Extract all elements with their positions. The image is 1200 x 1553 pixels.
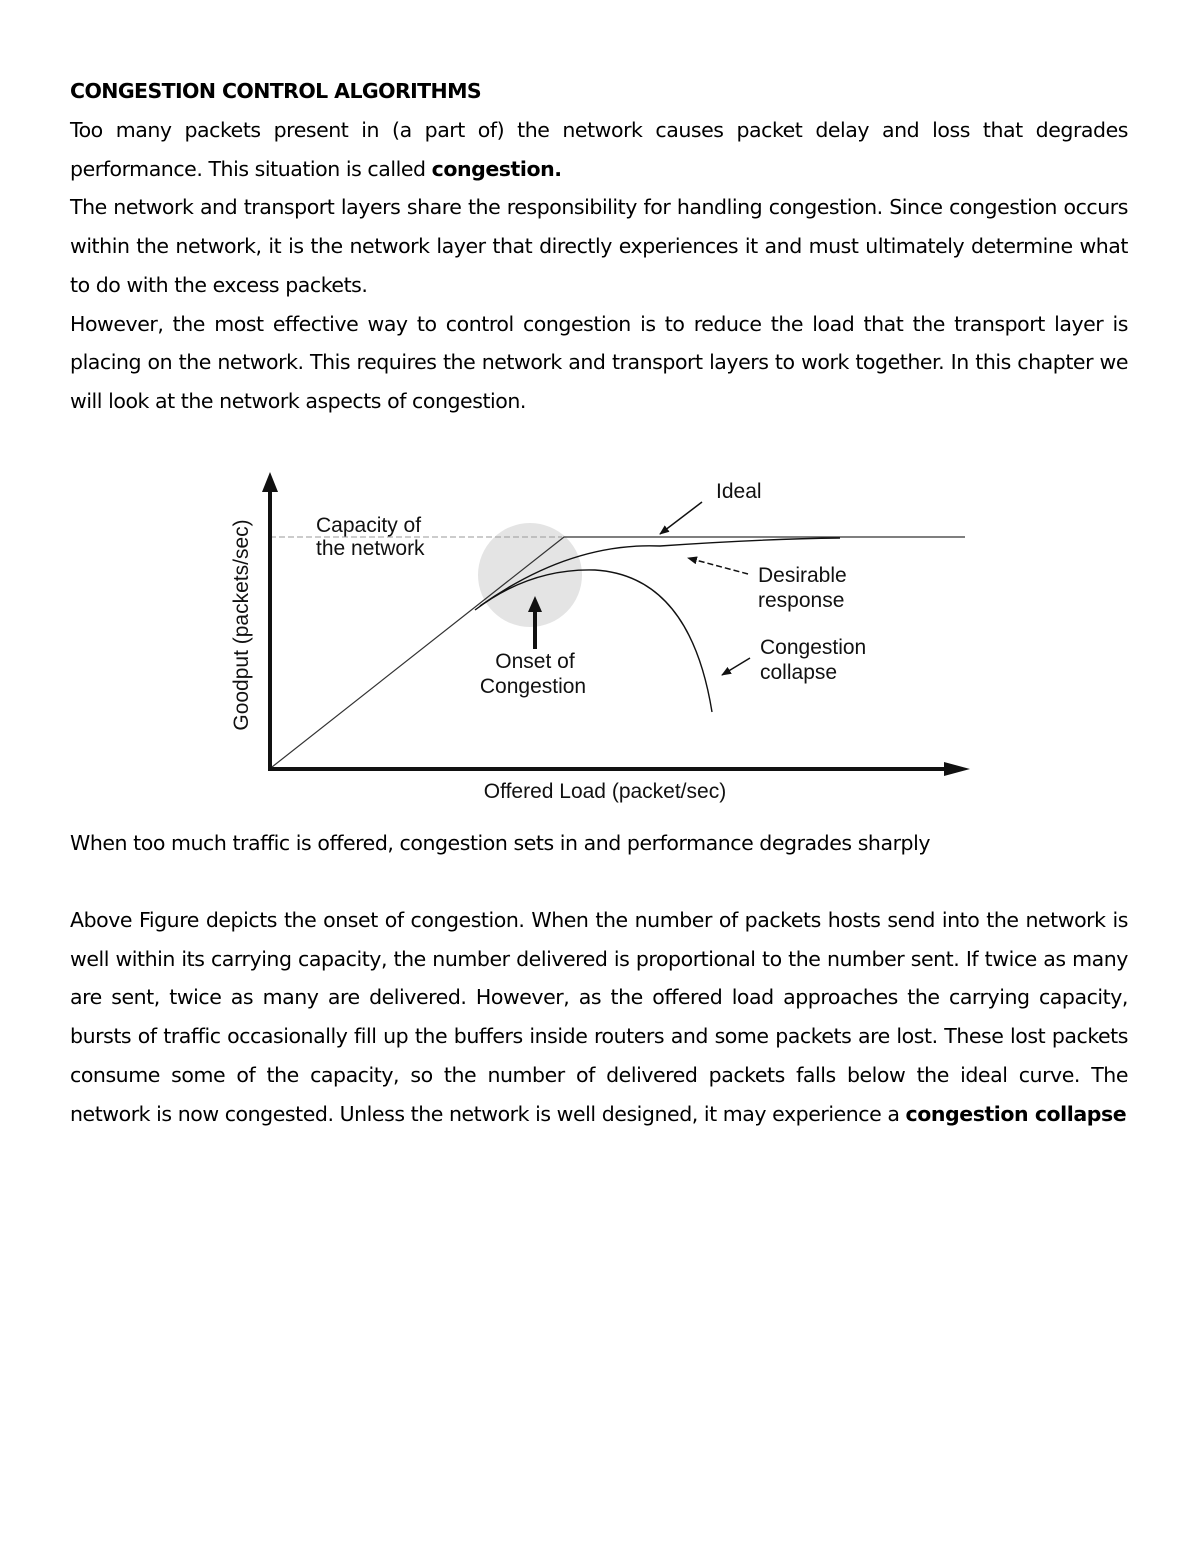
- intro-section: [70, 111, 1128, 421]
- document-title: CONGESTION CONTROL ALGORITHMS: [70, 79, 482, 103]
- onset-label-line2: Congestion: [479, 675, 587, 698]
- intro-paragraph-text: Too many packets present in (a part of) the network causes packet delay and loss that degrades performance. This situation is called: [70, 118, 1128, 181]
- collapse-pointer-arrow: [722, 658, 750, 675]
- intro-paragraph: [70, 111, 1128, 188]
- y-axis-arrowhead: [262, 472, 278, 492]
- congestion-collapse-term: congestion collapse: [905, 1101, 1127, 1126]
- congestion-figure: [200, 460, 990, 810]
- collapse-label-line1: Congestion: [760, 636, 867, 659]
- x-axis-arrowhead: [944, 762, 970, 776]
- desirable-pointer-arrow: [688, 558, 748, 574]
- ideal-label: Ideal: [716, 480, 762, 503]
- onset-label-line1: Onset of: [495, 650, 575, 673]
- ideal-pointer-arrow: [660, 502, 702, 534]
- capacity-label-line2: the network: [316, 537, 425, 560]
- body-paragraph: [70, 901, 1128, 1133]
- congestion-figure-svg: [200, 460, 990, 810]
- body-paragraph-text: Above Figure depicts the onset of congestion. When the number of packets hosts send into the network is well within its carrying capacity, the number delivered is proportional to the number sent. If twice as many are sent, twice as many are delivered. However, as the offered load approaches the carrying capacity, bursts of traffic occasionally fill up the buffers inside routers and some packets are lost. These lost packets consume some of the capacity, so the number of delivered packets falls below the ideal curve. The network is now congested. Unless the network is well designed, it may experience a: [70, 908, 1128, 1126]
- collapse-label-line2: collapse: [760, 661, 838, 684]
- desirable-label-line2: response: [758, 589, 845, 612]
- layers-paragraph-text: The network and transport layers share the responsibility for handling congestion. Since congestion occurs within the network, it is the network layer that directly experiences it and must ultimately determine what to do with the excess packets.: [70, 195, 1128, 297]
- congestion-term: congestion.: [431, 156, 562, 181]
- y-axis-label: Goodput (packets/sec): [230, 519, 253, 731]
- control-paragraph: [70, 305, 1128, 421]
- control-paragraph-text: However, the most effective way to control congestion is to reduce the load that the transport layer is placing on the network. This requires the network and transport layers to work together. In this chapter we will look at the network aspects of congestion.: [70, 311, 1128, 413]
- capacity-label-line1: Capacity of: [316, 514, 422, 537]
- figure-caption: When too much traffic is offered, congestion sets in and performance degrades sharply: [70, 831, 931, 855]
- desirable-label-line1: Desirable: [758, 564, 847, 587]
- layers-paragraph: [70, 188, 1128, 304]
- x-axis-label: Offered Load (packet/sec): [483, 780, 727, 803]
- body-section: [70, 901, 1128, 1133]
